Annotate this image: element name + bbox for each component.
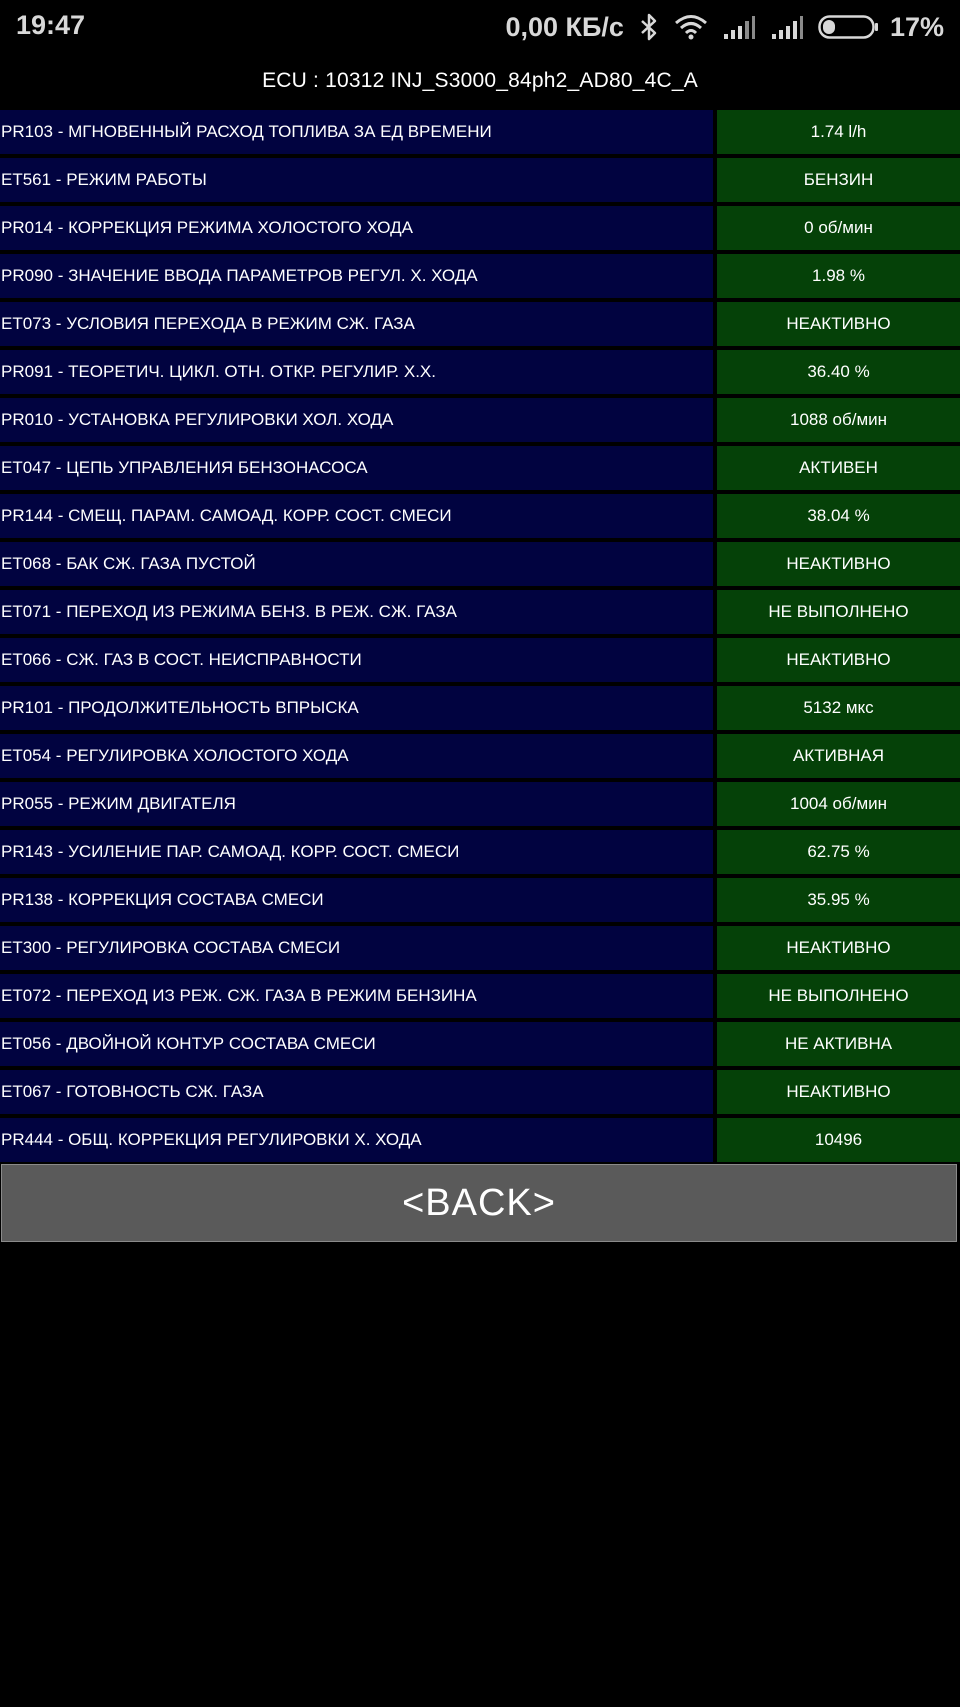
param-name: PR055 - РЕЖИМ ДВИГАТЕЛЯ	[0, 782, 713, 826]
param-name: PR103 - МГНОВЕННЫЙ РАСХОД ТОПЛИВА ЗА ЕД ВРЕМЕНИ	[0, 110, 713, 154]
param-name: ET071 - ПЕРЕХОД ИЗ РЕЖИМА БЕНЗ. В РЕЖ. СЖ. ГАЗА	[0, 590, 713, 634]
param-value: 62.75 %	[717, 830, 960, 874]
param-name: ET067 - ГОТОВНОСТЬ СЖ. ГАЗА	[0, 1070, 713, 1114]
battery-icon	[818, 14, 880, 40]
param-value: НЕАКТИВНО	[717, 1070, 960, 1114]
param-name: PR091 - ТЕОРЕТИЧ. ЦИКЛ. ОТН. ОТКР. РЕГУЛИР. Х.Х.	[0, 350, 713, 394]
param-name: ET056 - ДВОЙНОЙ КОНТУР СОСТАВА СМЕСИ	[0, 1022, 713, 1066]
param-value: БЕНЗИН	[717, 158, 960, 202]
table-row[interactable]	[0, 542, 960, 586]
table-row[interactable]	[0, 878, 960, 922]
param-value: АКТИВНАЯ	[717, 734, 960, 778]
ecu-title: ECU : 10312 INJ_S3000_84ph2_AD80_4C_A	[262, 69, 698, 92]
signal-icon	[770, 14, 804, 40]
param-value: 38.04 %	[717, 494, 960, 538]
param-name: PR138 - КОРРЕКЦИЯ СОСТАВА СМЕСИ	[0, 878, 713, 922]
param-name: PR090 - ЗНАЧЕНИЕ ВВОДА ПАРАМЕТРОВ РЕГУЛ. Х. ХОДА	[0, 254, 713, 298]
param-name: ET073 - УСЛОВИЯ ПЕРЕХОДА В РЕЖИМ СЖ. ГАЗА	[0, 302, 713, 346]
table-row[interactable]	[0, 254, 960, 298]
param-value: 1004 об/мин	[717, 782, 960, 826]
table-row[interactable]	[0, 110, 960, 154]
param-name: PR010 - УСТАНОВКА РЕГУЛИРОВКИ ХОЛ. ХОДА	[0, 398, 713, 442]
table-row[interactable]	[0, 1118, 960, 1162]
table-row[interactable]	[0, 302, 960, 346]
table-row[interactable]	[0, 494, 960, 538]
status-time: 19:47	[16, 10, 86, 40]
param-name: PR014 - КОРРЕКЦИЯ РЕЖИМА ХОЛОСТОГО ХОДА	[0, 206, 713, 250]
param-value: НЕ ВЫПОЛНЕНО	[717, 974, 960, 1018]
table-row[interactable]	[0, 926, 960, 970]
param-name: PR144 - СМЕЩ. ПАРАМ. САМОАД. КОРР. СОСТ. СМЕСИ	[0, 494, 713, 538]
table-row[interactable]	[0, 350, 960, 394]
table-row[interactable]	[0, 830, 960, 874]
table-row[interactable]	[0, 206, 960, 250]
param-value: 1088 об/мин	[717, 398, 960, 442]
param-value: НЕАКТИВНО	[717, 542, 960, 586]
bluetooth-icon	[638, 13, 660, 41]
param-value: НЕ АКТИВНА	[717, 1022, 960, 1066]
param-value: 10496	[717, 1118, 960, 1162]
back-button[interactable]: <BACK>	[1, 1164, 957, 1242]
param-table	[0, 110, 960, 1166]
param-value: НЕАКТИВНО	[717, 302, 960, 346]
param-value: 1.74 l/h	[717, 110, 960, 154]
param-value: 5132 мкс	[717, 686, 960, 730]
table-row[interactable]	[0, 782, 960, 826]
status-bar	[0, 0, 960, 54]
status-icons	[491, 10, 944, 44]
param-value: НЕАКТИВНО	[717, 926, 960, 970]
param-name: ET072 - ПЕРЕХОД ИЗ РЕЖ. СЖ. ГАЗА В РЕЖИМ БЕНЗИНА	[0, 974, 713, 1018]
battery-percent: 17%	[889, 11, 944, 42]
param-value: АКТИВЕН	[717, 446, 960, 490]
param-value: 36.40 %	[717, 350, 960, 394]
param-name: PR143 - УСИЛЕНИЕ ПАР. САМОАД. КОРР. СОСТ. СМЕСИ	[0, 830, 713, 874]
param-value: НЕАКТИВНО	[717, 638, 960, 682]
table-row[interactable]	[0, 974, 960, 1018]
signal-icon	[722, 14, 756, 40]
param-value: 1.98 %	[717, 254, 960, 298]
param-name: ET047 - ЦЕПЬ УПРАВЛЕНИЯ БЕНЗОНАСОСА	[0, 446, 713, 490]
table-row[interactable]	[0, 1022, 960, 1066]
net-speed: 0,00 КБ/с	[505, 11, 624, 42]
table-row[interactable]	[0, 398, 960, 442]
param-value: 0 об/мин	[717, 206, 960, 250]
param-name: PR444 - ОБЩ. КОРРЕКЦИЯ РЕГУЛИРОВКИ Х. ХОДА	[0, 1118, 713, 1162]
table-row[interactable]	[0, 446, 960, 490]
table-row[interactable]	[0, 590, 960, 634]
param-name: ET068 - БАК СЖ. ГАЗА ПУСТОЙ	[0, 542, 713, 586]
table-row[interactable]	[0, 686, 960, 730]
param-name: PR101 - ПРОДОЛЖИТЕЛЬНОСТЬ ВПРЫСКА	[0, 686, 713, 730]
table-row[interactable]	[0, 1070, 960, 1114]
param-name: ET300 - РЕГУЛИРОВКА СОСТАВА СМЕСИ	[0, 926, 713, 970]
param-value: НЕ ВЫПОЛНЕНО	[717, 590, 960, 634]
param-name: ET066 - СЖ. ГАЗ В СОСТ. НЕИСПРАВНОСТИ	[0, 638, 713, 682]
param-value: 35.95 %	[717, 878, 960, 922]
wifi-icon	[674, 14, 708, 40]
table-row[interactable]	[0, 638, 960, 682]
param-name: ET054 - РЕГУЛИРОВКА ХОЛОСТОГО ХОДА	[0, 734, 713, 778]
table-row[interactable]	[0, 734, 960, 778]
table-row[interactable]	[0, 158, 960, 202]
param-name: ET561 - РЕЖИМ РАБОТЫ	[0, 158, 713, 202]
